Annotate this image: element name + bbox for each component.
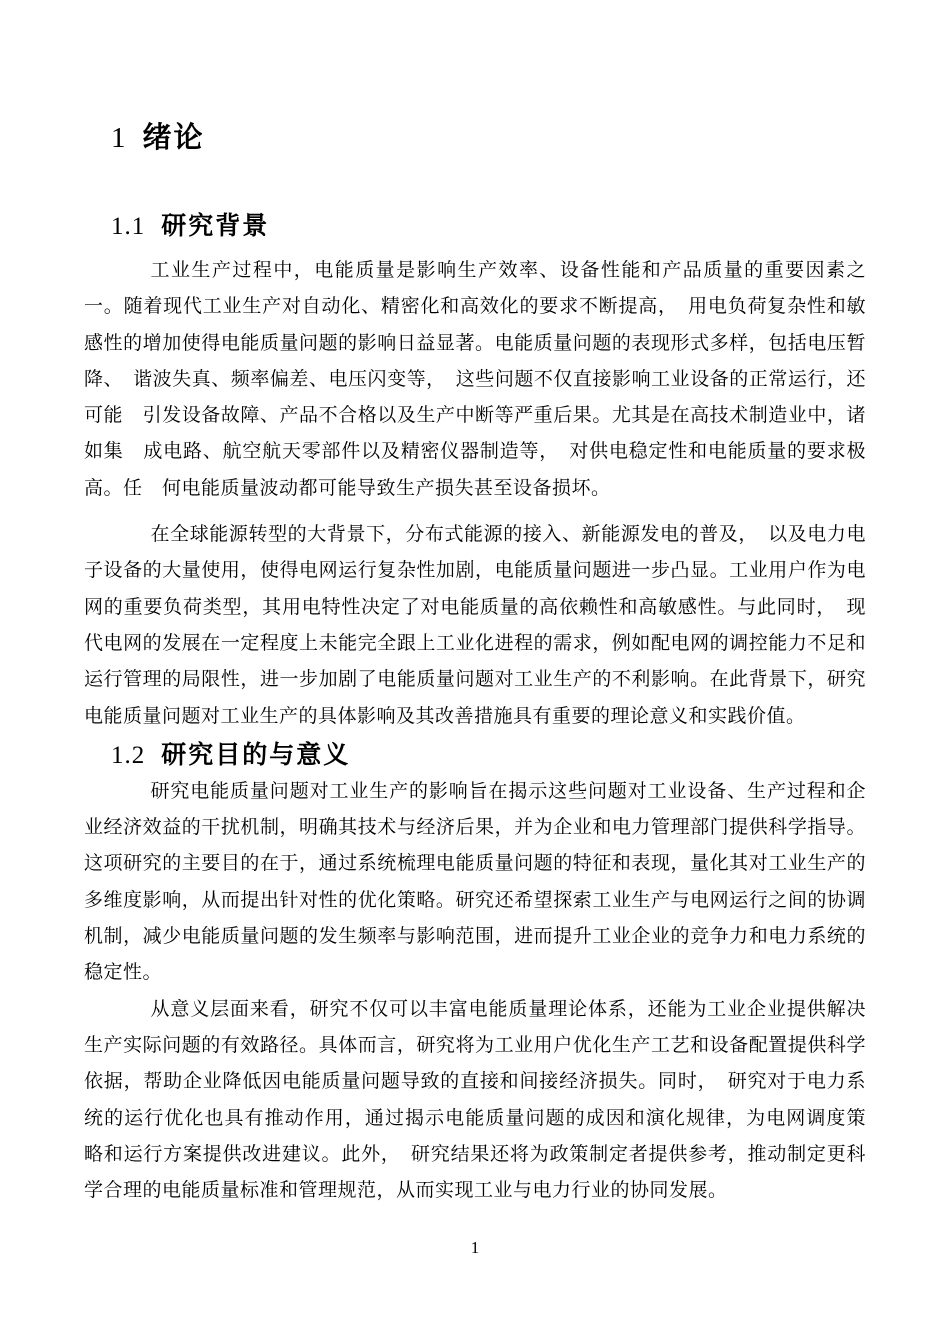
paragraph-purpose-1: 研究电能质量问题对工业生产的影响旨在揭示这些问题对工业设备、生产过程和企业经济效益的干扰机制，明确其技术与经济后果，并为企业和电力管理部门提供科学指导。这项研究的主要目的在于，通过系统梳理电能质量问题的特征和表现，量化其对工业生产的多维度影响，从而提出针对性的优化策略。研究还希望探索工业生产与电网运行之间的协调机制，减少电能质量问题的发生频率与影响范围，进而提升工业企业的竞争力和电力系统的稳定性。 bbox=[84, 780, 866, 984]
section-number: 1.1 bbox=[111, 213, 146, 240]
chapter-title: 绪论 bbox=[142, 122, 205, 154]
section-title: 研究背景 bbox=[161, 212, 270, 240]
paragraph-background-2: 在全球能源转型的大背景下，分布式能源的接入、新能源发电的普及， 以及电力电子设备的大量使用，使得电网运行复杂性加剧，电能质量问题进一步凸显。工业用户作为电网的重要负荷类型，其用电特性决定了对电能质量的高依赖性和高敏感性。与此同时， 现代电网的发展在一定程度上未能完全跟上工业化进程的需求，例如配电网的调控能力不足和运行管理的局限性，进一步加剧了电能质量问题对工业生产的不利影响。在此背景下，研究电能质量问题对工业生产的具体影响及其改善措施具有重要的理论意义和实践价值。 bbox=[84, 524, 866, 727]
section-title: 研究目的与意义 bbox=[161, 740, 351, 769]
page-footer bbox=[0, 1236, 950, 1260]
section-research-purpose bbox=[84, 737, 886, 1210]
chapter-number: 1 bbox=[111, 122, 127, 154]
section-heading-1-2 bbox=[84, 737, 866, 774]
paragraph-background-1: 工业生产过程中，电能质量是影响生产效率、设备性能和产品质量的重要因素之一。随着现代工业生产对自动化、精密化和高效化的要求不断提高， 用电负荷复杂性和敏感性的增加使得电能质量问题的影响日益显著。电能质量问题的表现形式多样，包括电压暂降、 谐波失真、频率偏差、电压闪变等， 这些问题不仅直接影响工业设备的正常运行，还可能 引发设备故障、产品不合格以及生产中断等严重后果。尤其是在高技术制造业中，诸如集 成电路、航空航天零部件以及精密仪器制造等， 对供电稳定性和电能质量的要求极高。任 何电能质量波动都可能导致生产损失甚至设备损坏。 bbox=[84, 260, 866, 499]
paragraph-purpose-2: 从意义层面来看，研究不仅可以丰富电能质量理论体系，还能为工业企业提供解决生产实际问题的有效路径。具体而言，研究将为工业用户优化生产工艺和设备配置提供科学依据，帮助企业降低因电能质量问题导致的直接和间接经济损失。同时， 研究对于电力系 统的运行优化也具有推动作用，通过揭示电能质量问题的成因和演化规律，为电网调度策 略和运行方案提供改进建议。此外， 研究结果还将为政策制定者提供参考，推动制定更科 学合理的电能质量标准和管理规范，从而实现工业与电力行业的协同发展。 bbox=[84, 998, 886, 1202]
chapter-heading bbox=[84, 0, 866, 158]
section-number: 1.2 bbox=[111, 741, 146, 769]
section-heading-1-1 bbox=[84, 208, 866, 245]
section-research-background bbox=[84, 208, 866, 735]
page-number: 1 bbox=[470, 1238, 480, 1257]
